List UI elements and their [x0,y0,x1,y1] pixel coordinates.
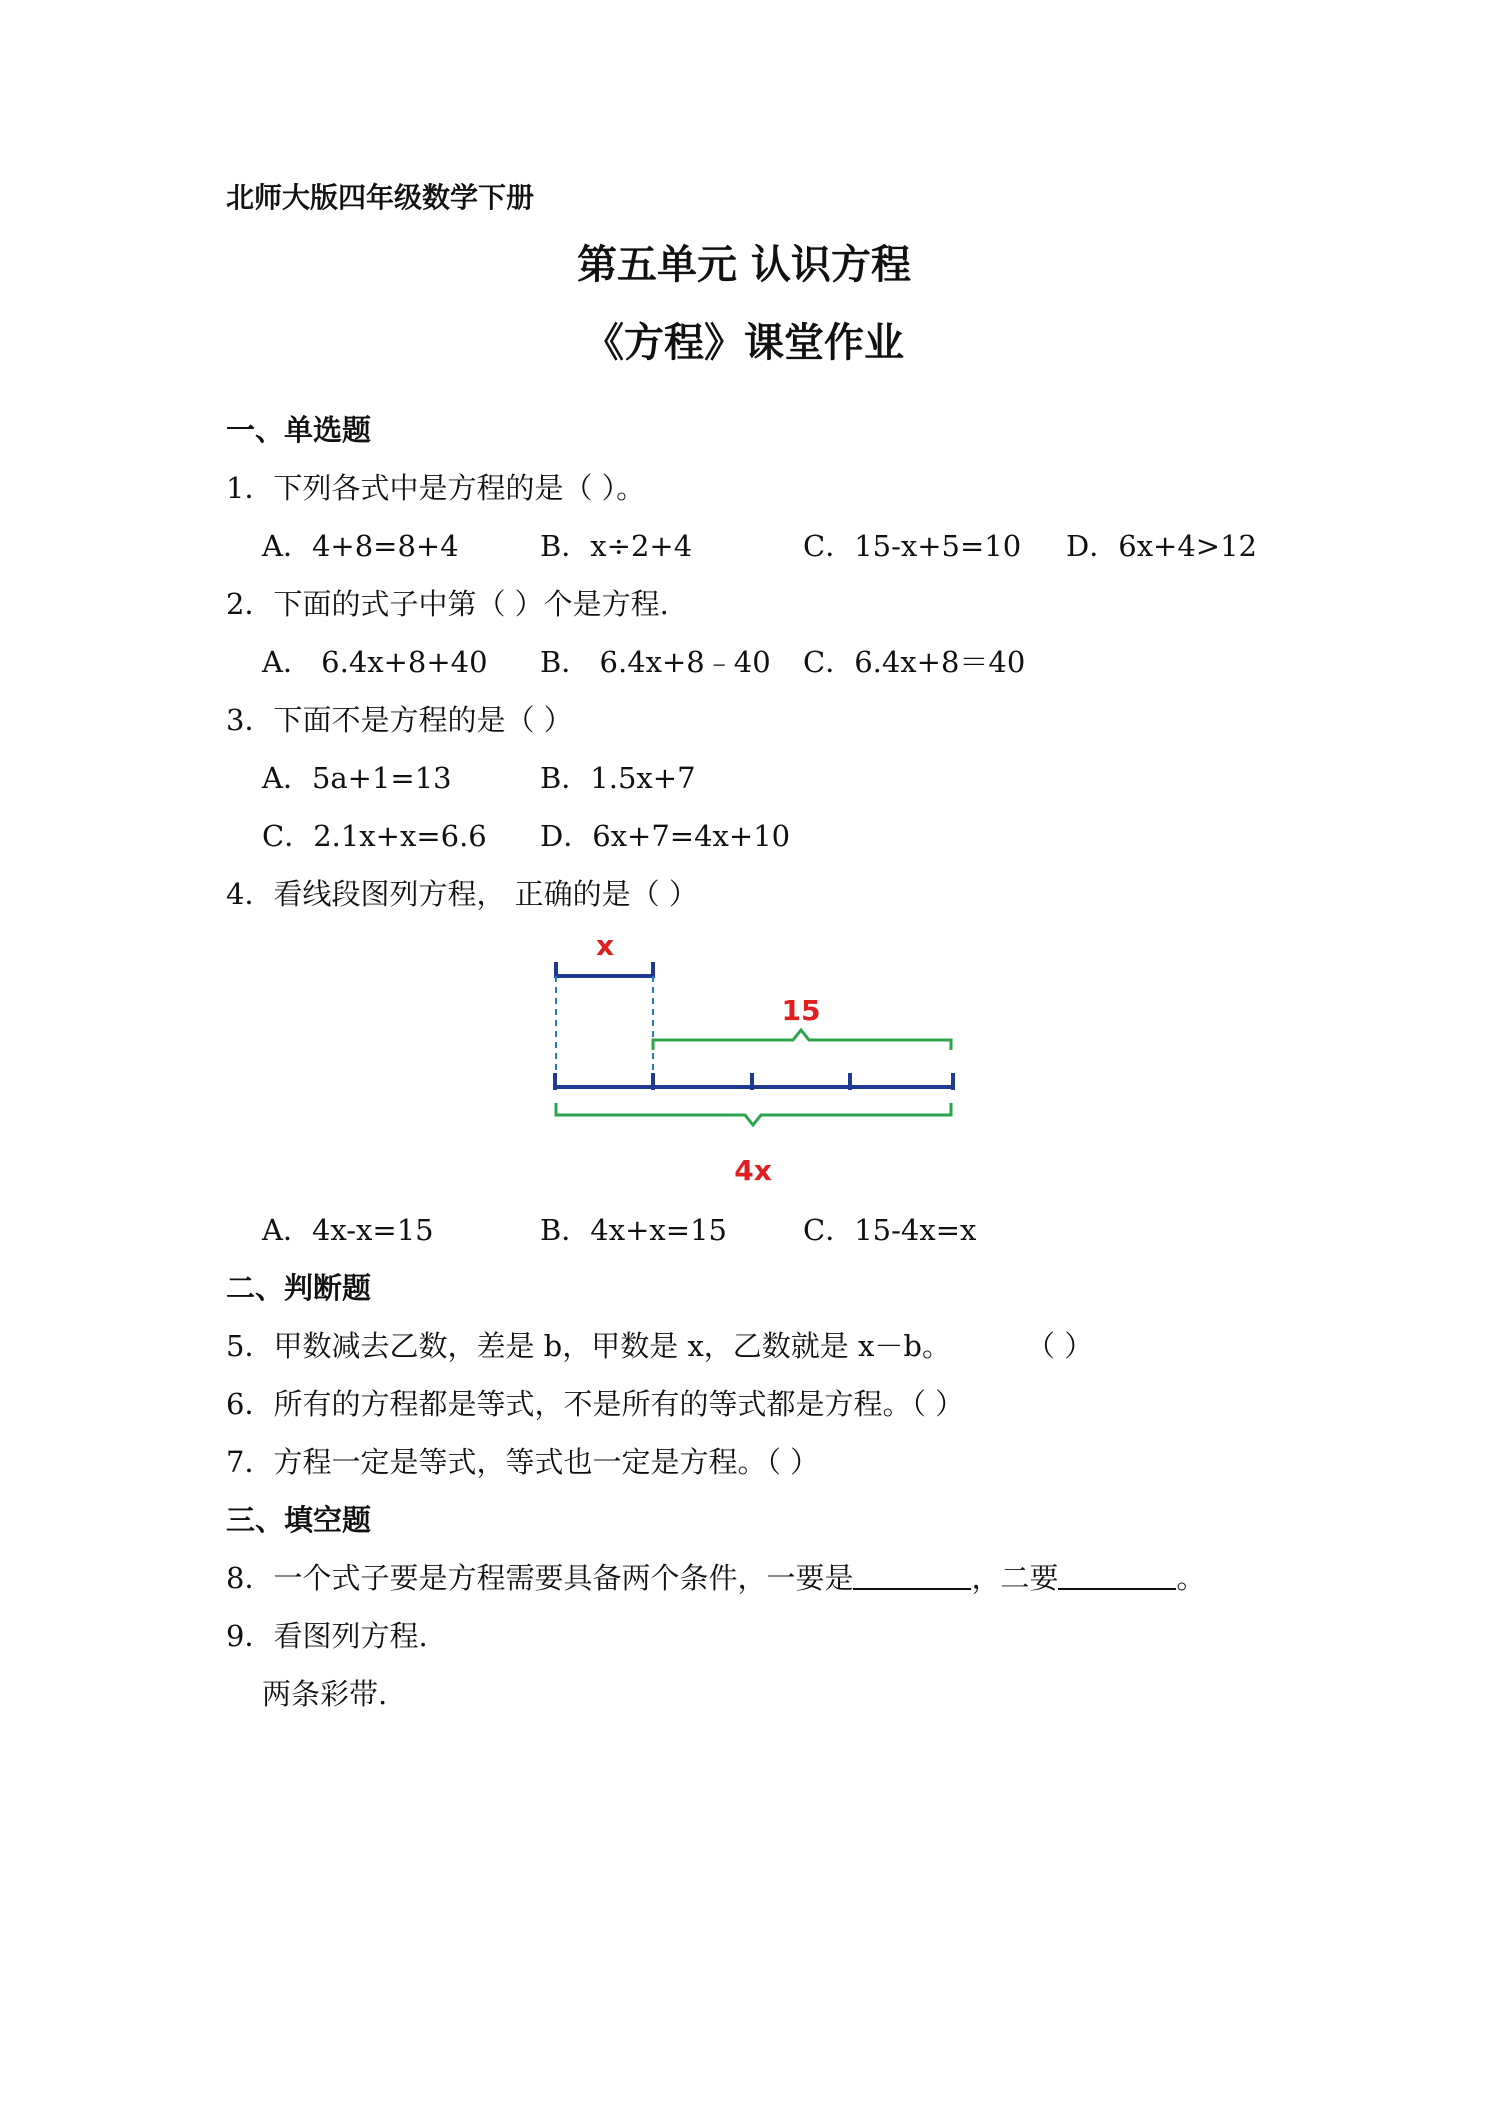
question-3-option-b: B．1.5x+7 [540,761,696,795]
x-bracket [556,962,653,976]
book-title: 北师大版四年级数学下册 [226,181,535,214]
section-heading-fill-blank: 三、填空题 [226,1503,372,1537]
label-4x: 4x [734,1154,772,1187]
question-1-option-d: D．6x+4>12 [1066,529,1258,563]
question-9-stem: 9．看图列方程. [226,1619,428,1653]
question-4-option-c: C．15-4x=x [803,1213,977,1247]
question-4-stem: 4．看线段图列方程， 正确的是（ ） [226,877,698,911]
question-2-stem: 2．下面的式子中第（ ）个是方程. [226,587,669,621]
section-heading-true-false: 二、判断题 [226,1271,372,1305]
lesson-title: 《方程》课堂作业 [584,320,904,366]
question-8-separator: ，二要 [971,1561,1059,1595]
question-2-option-b: B． 6.4x+8﹣40 [540,645,771,679]
question-1-option-c: C．15-x+5=10 [803,529,1022,563]
answer-blank-1[interactable] [853,1560,971,1590]
question-4-option-b: B．4x+x=15 [540,1213,727,1247]
section-heading-single-choice: 一、单选题 [226,413,372,447]
brace-15 [653,1030,951,1050]
question-8 [226,1558,1205,1598]
question-2-option-a: A． 6.4x+8+40 [262,645,488,679]
question-3-stem: 3．下面不是方程的是（ ） [226,703,573,737]
line-segment-diagram [545,930,965,1200]
question-9-subtext: 两条彩带. [262,1677,388,1711]
question-4-option-a: A．4x-x=15 [262,1213,434,1247]
question-5-stem: 5．甲数减去乙数，差是 b，甲数是 x，乙数就是 x－b。 [226,1329,951,1363]
unit-title: 第五单元 认识方程 [577,242,911,288]
question-3-option-c: C．2.1x+x=6.6 [262,819,487,853]
answer-blank-2[interactable] [1058,1560,1176,1590]
label-15: 15 [781,994,821,1027]
label-x: x [595,930,615,962]
question-2-option-c: C．6.4x+8＝40 [803,645,1026,679]
question-1-stem: 1．下列各式中是方程的是（ ）。 [226,471,646,505]
question-1-option-a: A．4+8=8+4 [262,529,459,563]
question-8-end: 。 [1176,1561,1206,1595]
question-6-stem: 6．所有的方程都是等式，不是所有的等式都是方程。（ ） [226,1387,965,1421]
question-8-stem: 8．一个式子要是方程需要具备两个条件，一要是 [226,1561,854,1595]
question-3-option-d: D．6x+7=4x+10 [540,819,791,853]
brace-4x [556,1103,951,1125]
question-5-answer-paren: （ ） [1026,1329,1094,1363]
question-1-option-b: B．x÷2+4 [540,529,693,563]
question-7-stem: 7．方程一定是等式，等式也一定是方程。（ ） [226,1445,820,1479]
question-3-option-a: A．5a+1=13 [262,761,452,795]
